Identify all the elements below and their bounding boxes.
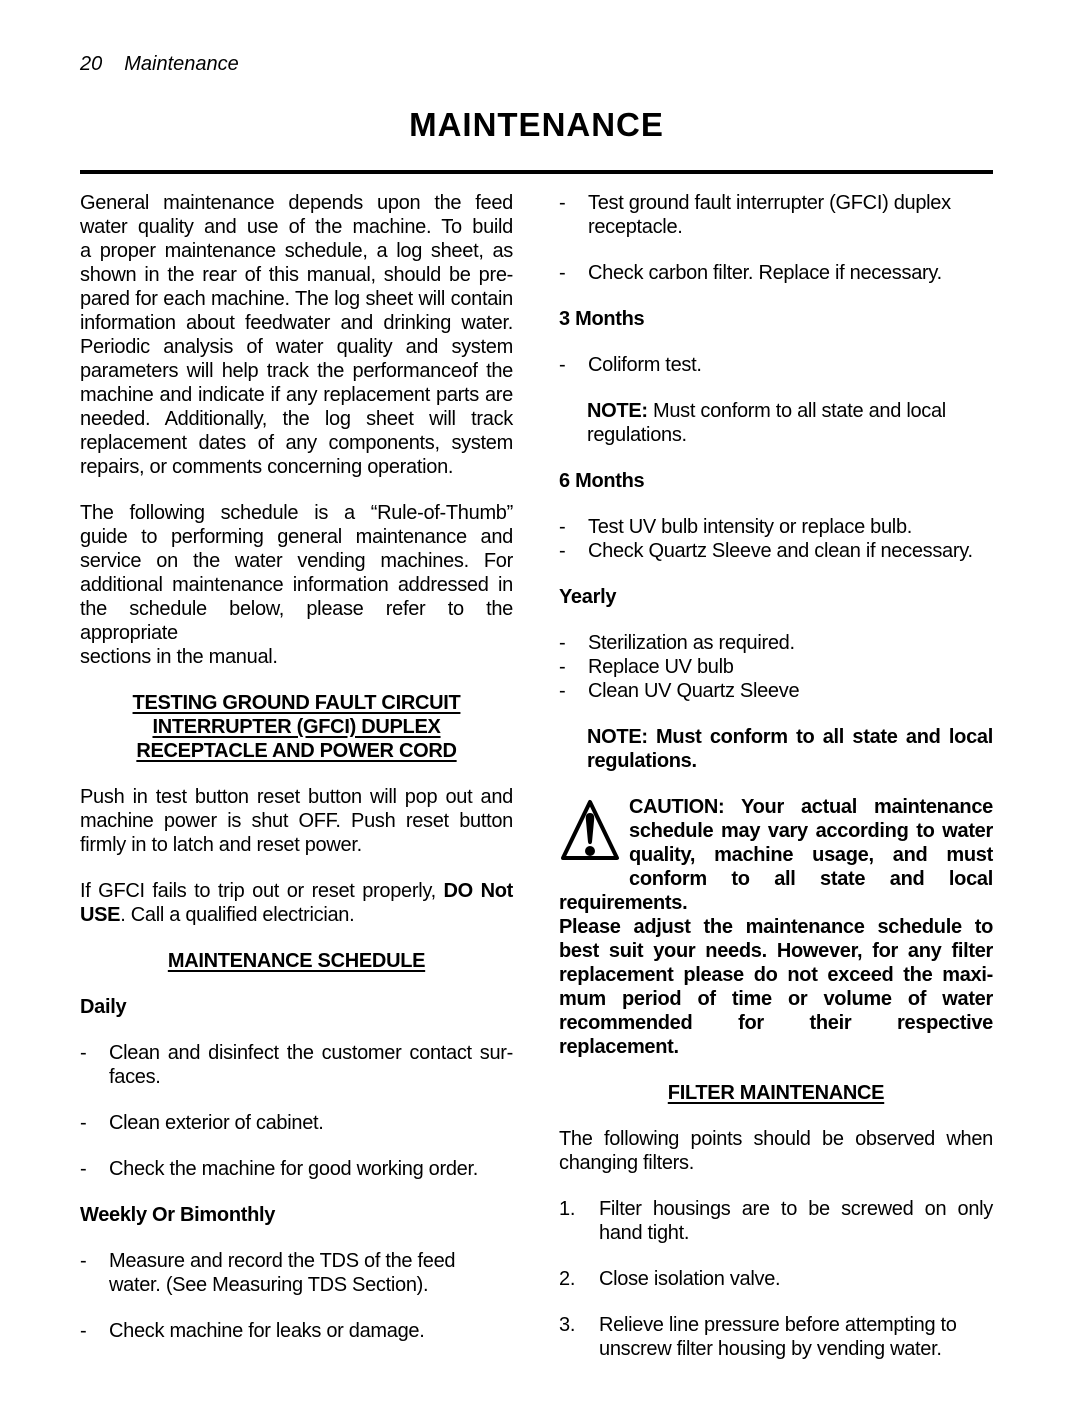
bullet-dash: - — [80, 1320, 87, 1342]
paragraph-line: firmly in to latch and reset power. — [80, 834, 362, 856]
page-title: MAINTENANCE — [409, 106, 664, 143]
list-item-line: Check machine for leaks or damage. — [109, 1320, 425, 1342]
list-item-text — [109, 1111, 513, 1135]
paragraph-line: machine power is shut OFF. Push reset button — [80, 810, 513, 832]
list-item — [559, 353, 993, 377]
list-item-text — [599, 1267, 993, 1291]
right-column — [559, 191, 993, 1383]
list-item-line: Clean exterior of cabinet. — [109, 1112, 324, 1134]
emphasis-text: USE — [80, 904, 121, 926]
note-block-bold — [587, 725, 993, 773]
list-item-line: Check Quartz Sleeve and clean if necessary. — [588, 540, 973, 562]
paragraph-line: General maintenance depends upon the feed — [80, 192, 513, 214]
note-block — [587, 399, 993, 447]
paragraph-line: parameters will help track the performanceof the — [80, 360, 513, 382]
running-header-section: Maintenance — [124, 53, 239, 75]
list-item-text — [588, 191, 993, 239]
list-item — [559, 679, 993, 703]
bullet-dash: - — [559, 192, 566, 214]
bullet-dash: - — [559, 656, 566, 678]
list-item-text — [599, 1197, 993, 1245]
left-column — [80, 191, 513, 1365]
bullet-dash: - — [559, 680, 566, 702]
list-item-line: Sterilization as required. — [588, 632, 795, 654]
list-item — [559, 631, 993, 655]
caution-line: recommended for their respective — [559, 1012, 993, 1034]
list-item-line: water. (See Measuring TDS Section). — [109, 1274, 429, 1296]
schedule-intro-paragraph — [80, 501, 513, 669]
bullet-dash: - — [80, 1158, 87, 1180]
bullet-dash: - — [80, 1250, 87, 1272]
paragraph-line: service on the water vending machines. For — [80, 550, 513, 572]
note-line: regulations. — [587, 750, 697, 772]
bullet-dash: - — [559, 632, 566, 654]
list-item-line: Clean and disinfect the customer contact sur- — [109, 1042, 513, 1064]
list-item — [559, 261, 993, 285]
paragraph-line: Push in test button reset button will pop out and — [80, 786, 513, 808]
list-item — [559, 515, 993, 539]
note-text: Must conform to all state and local — [647, 400, 946, 422]
list-item — [559, 655, 993, 679]
paragraph-line: Periodic analysis of water quality and system — [80, 336, 513, 358]
list-item-line: Close isolation valve. — [599, 1268, 781, 1290]
list-item-text — [109, 1319, 513, 1343]
warning-triangle-icon — [559, 797, 621, 869]
paragraph-line: information about feedwater and drinking water. — [80, 312, 513, 334]
bullet-dash: - — [559, 540, 566, 562]
maintenance-schedule-heading — [80, 949, 513, 973]
paragraph-line: a proper maintenance schedule, a log sheet, as — [80, 240, 513, 262]
paragraph-text: If GFCI fails to trip out or reset properly, — [80, 880, 444, 902]
list-item — [80, 1157, 513, 1181]
paragraph-line: additional maintenance information addressed in — [80, 574, 513, 596]
paragraph-line: machine and indicate if any replacement parts are — [80, 384, 513, 406]
list-item-line: Check the machine for good working order. — [109, 1158, 479, 1180]
bullet-dash: - — [80, 1042, 87, 1064]
list-item-line: Relieve line pressure before attempting to — [599, 1314, 957, 1336]
list-item-line: receptacle. — [588, 216, 683, 238]
caution-line: Please adjust the maintenance schedule to — [559, 916, 993, 938]
gfci-warning-paragraph — [80, 879, 513, 927]
running-header — [80, 52, 239, 76]
paragraph-line: the schedule below, please refer to the appropriate — [80, 598, 513, 644]
list-item-line: faces. — [109, 1066, 161, 1088]
caution-line: CAUTION: Your actual maintenance — [629, 796, 993, 818]
numbered-list-item — [559, 1267, 993, 1291]
list-item-line: Clean UV Quartz Sleeve — [588, 680, 800, 702]
list-item-text — [588, 261, 993, 285]
note-line — [587, 399, 993, 423]
list-item-text — [109, 1249, 513, 1297]
filter-intro-paragraph — [559, 1127, 993, 1175]
list-item-line: Measure and record the TDS of the feed — [109, 1250, 456, 1272]
heading-line: MAINTENANCE SCHEDULE — [167, 950, 426, 972]
heading-line: TESTING GROUND FAULT CIRCUIT — [132, 692, 461, 714]
paragraph-line: shown in the rear of this manual, should be pre- — [80, 264, 513, 286]
paragraph-text: . Call a qualified electrician. — [120, 904, 355, 926]
list-number: 3. — [559, 1314, 576, 1336]
paragraph-line: The following schedule is a “Rule-of-Thumb” — [80, 502, 513, 524]
bullet-dash: - — [559, 516, 566, 538]
paragraph-line: water quality and use of the machine. To build — [80, 216, 513, 238]
months3-subheading: 3 Months — [559, 308, 645, 330]
caution-line: replacement. — [559, 1036, 679, 1058]
heading-line: RECEPTACLE AND POWER CORD — [136, 740, 457, 762]
paragraph-line: repairs, or comments concerning operation. — [80, 456, 454, 478]
list-item — [80, 1111, 513, 1135]
yearly-list — [559, 631, 993, 703]
list-number: 1. — [559, 1198, 576, 1220]
caution-line: mum period of time or volume of water — [559, 988, 993, 1010]
page-number: 20 — [80, 53, 103, 75]
heading-line: FILTER MAINTENANCE — [667, 1082, 885, 1104]
paragraph-line: changing filters. — [559, 1152, 694, 1174]
gfci-section-heading — [80, 691, 513, 763]
list-item-text — [599, 1313, 993, 1361]
paragraph-line: sections in the manual. — [80, 646, 278, 668]
list-item-text — [588, 353, 993, 377]
note-line: regulations. — [587, 424, 687, 446]
filter-maintenance-heading — [559, 1081, 993, 1105]
months6-subheading: 6 Months — [559, 470, 645, 492]
title-divider-rule — [80, 170, 993, 174]
list-item-line: Coliform test. — [588, 354, 702, 376]
paragraph-line: pared for each machine. The log sheet will contain — [80, 288, 513, 310]
paragraph-line: guide to performing general maintenance and — [80, 526, 513, 548]
list-item — [80, 1249, 513, 1297]
paragraph-line: The following points should be observed when — [559, 1128, 993, 1150]
list-item-text — [109, 1157, 513, 1181]
caution-block — [559, 795, 993, 1059]
note-label: NOTE: — [587, 400, 648, 422]
list-item — [80, 1319, 513, 1343]
intro-paragraph — [80, 191, 513, 479]
bullet-dash: - — [80, 1112, 87, 1134]
paragraph-line — [80, 879, 513, 903]
heading-line: INTERRUPTER (GFCI) DUPLEX — [152, 716, 441, 738]
note-line: NOTE: Must conform to all state and local — [587, 726, 993, 748]
caution-line: conform to all state and local requirements. — [559, 868, 993, 914]
list-item-line: unscrew filter housing by vending water. — [599, 1338, 942, 1360]
bullet-dash: - — [559, 354, 566, 376]
numbered-list-item — [559, 1313, 993, 1361]
numbered-list-item — [559, 1197, 993, 1245]
caution-line: schedule may vary according to water — [629, 820, 993, 842]
caution-line: quality, machine usage, and must — [629, 844, 993, 866]
paragraph-line: needed. Additionally, the log sheet will track — [80, 408, 513, 430]
list-item-line: Check carbon filter. Replace if necessary. — [588, 262, 942, 284]
list-item — [559, 539, 993, 563]
list-item-line: hand tight. — [599, 1222, 690, 1244]
gfci-test-paragraph — [80, 785, 513, 857]
list-item-text — [109, 1041, 513, 1089]
caution-line: best suit your needs. However, for any filter — [559, 940, 993, 962]
list-item-line: Filter housings are to be screwed on only — [599, 1198, 993, 1220]
caution-line: replacement please do not exceed the maxi- — [559, 964, 993, 986]
list-item — [559, 191, 993, 239]
emphasis-text: DO Not — [443, 880, 514, 902]
months6-list — [559, 515, 993, 563]
bullet-dash: - — [559, 262, 566, 284]
list-item-line: Test UV bulb intensity or replace bulb. — [588, 516, 913, 538]
list-item — [80, 1041, 513, 1089]
yearly-subheading: Yearly — [559, 586, 617, 608]
daily-subheading: Daily — [80, 996, 127, 1018]
weekly-subheading: Weekly Or Bimonthly — [80, 1204, 276, 1226]
list-item-line: Test ground fault interrupter (GFCI) duplex — [588, 192, 951, 214]
paragraph-line: replacement dates of any components, system — [80, 432, 513, 454]
list-number: 2. — [559, 1268, 576, 1290]
list-item-line: Replace UV bulb — [588, 656, 734, 678]
paragraph-line — [80, 903, 513, 927]
